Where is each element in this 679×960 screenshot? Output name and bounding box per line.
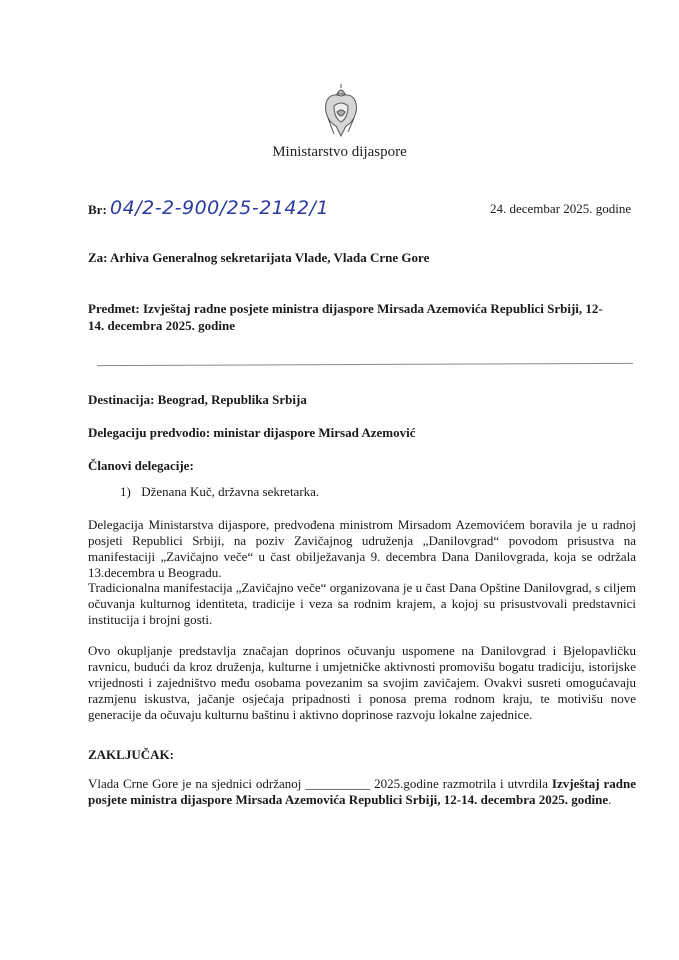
ministry-name: Ministarstvo dijaspore xyxy=(272,144,407,160)
reference-number xyxy=(88,197,329,219)
recipient: Za: Arhiva Generalnog sekretarijata Vlade, Vlada Crne Gore xyxy=(88,250,430,265)
list-item xyxy=(120,484,319,500)
divider xyxy=(97,363,633,366)
destination: Destinacija: Beograd, Republika Srbija xyxy=(88,392,307,407)
body-paragraph: Ovo okupljanje predstavlja značajan doprinos očuvanju uspomene na Danilovgrad i Bjelopavličku ravnicu, budući da kroz druženja, kulturne i umjetničke aktivnosti promovišu bogatu tradiciju, istorijske vrijednosti i zajedništvo među osobama povezanim sa svojim zavičajem. Ovakvi susreti omogućavaju razmjenu iskustva, jačanje osjećaja pripadnosti i ponosa prema rodnom kraju, te motivišu nove generacije da očuvaju kulturnu baštinu i aktivno doprinose razvoju lokalne zajednice. xyxy=(88,643,636,722)
delegation-lead: Delegaciju predvodio: ministar dijaspore Mirsad Azemović xyxy=(88,425,416,440)
conclusion-end: . xyxy=(608,792,612,807)
conclusion-plain: Vlada Crne Gore je na sjednici održanoj __________ 2025.godine razmotrila i utvrdila xyxy=(88,776,552,791)
subject: Predmet: Izvještaj radne posjete ministra dijaspore Mirsada Azemovića Republici Srbiji, 12-14. decembra 2025. godine xyxy=(88,301,603,333)
conclusion-bold: Izvještaj radne posjete ministra dijaspore Mirsada Azemovića Republici Srbiji, 12-14. decembra 2025. godine xyxy=(88,776,636,807)
list-item-text: Dženana Kuč, državna sekretarka. xyxy=(141,484,320,499)
body-paragraph: Delegacija Ministarstva dijaspore, predvođena ministrom Mirsadom Azemovićem boravila je u radnoj posjeti Republici Srbiji, na poziv Zavičajnog udruženja „Danilovgrad“ povodom prisustva na manifestaciji „Zavičajno veče“ u čast obilježavanja 9. decembra Dana Danilovgrada, koja se održala 13.decembra u Beogradu. xyxy=(88,517,636,580)
conclusion-heading: ZAKLJUČAK: xyxy=(88,747,174,762)
reference-label: Br: xyxy=(88,202,107,217)
members-heading: Članovi delegacije: xyxy=(88,458,194,473)
document-date: 24. decembar 2025. godine xyxy=(490,201,632,216)
montenegro-coat-of-arms-icon xyxy=(322,82,360,142)
body-paragraph: Tradicionalna manifestacija „Zavičajno veče“ organizovana je u čast Dana Opštine Danilovgrad, s ciljem očuvanja kulturnog identiteta, tradicije i veza sa rodnim krajem, a kojoj su prisustvovali predstavnici institucija i brojni gosti. xyxy=(88,580,636,627)
list-item-number: 1) xyxy=(120,484,131,499)
handwritten-reference-number: 04/2-2-900/25-2142/1 xyxy=(110,197,330,219)
conclusion-text xyxy=(88,776,636,808)
